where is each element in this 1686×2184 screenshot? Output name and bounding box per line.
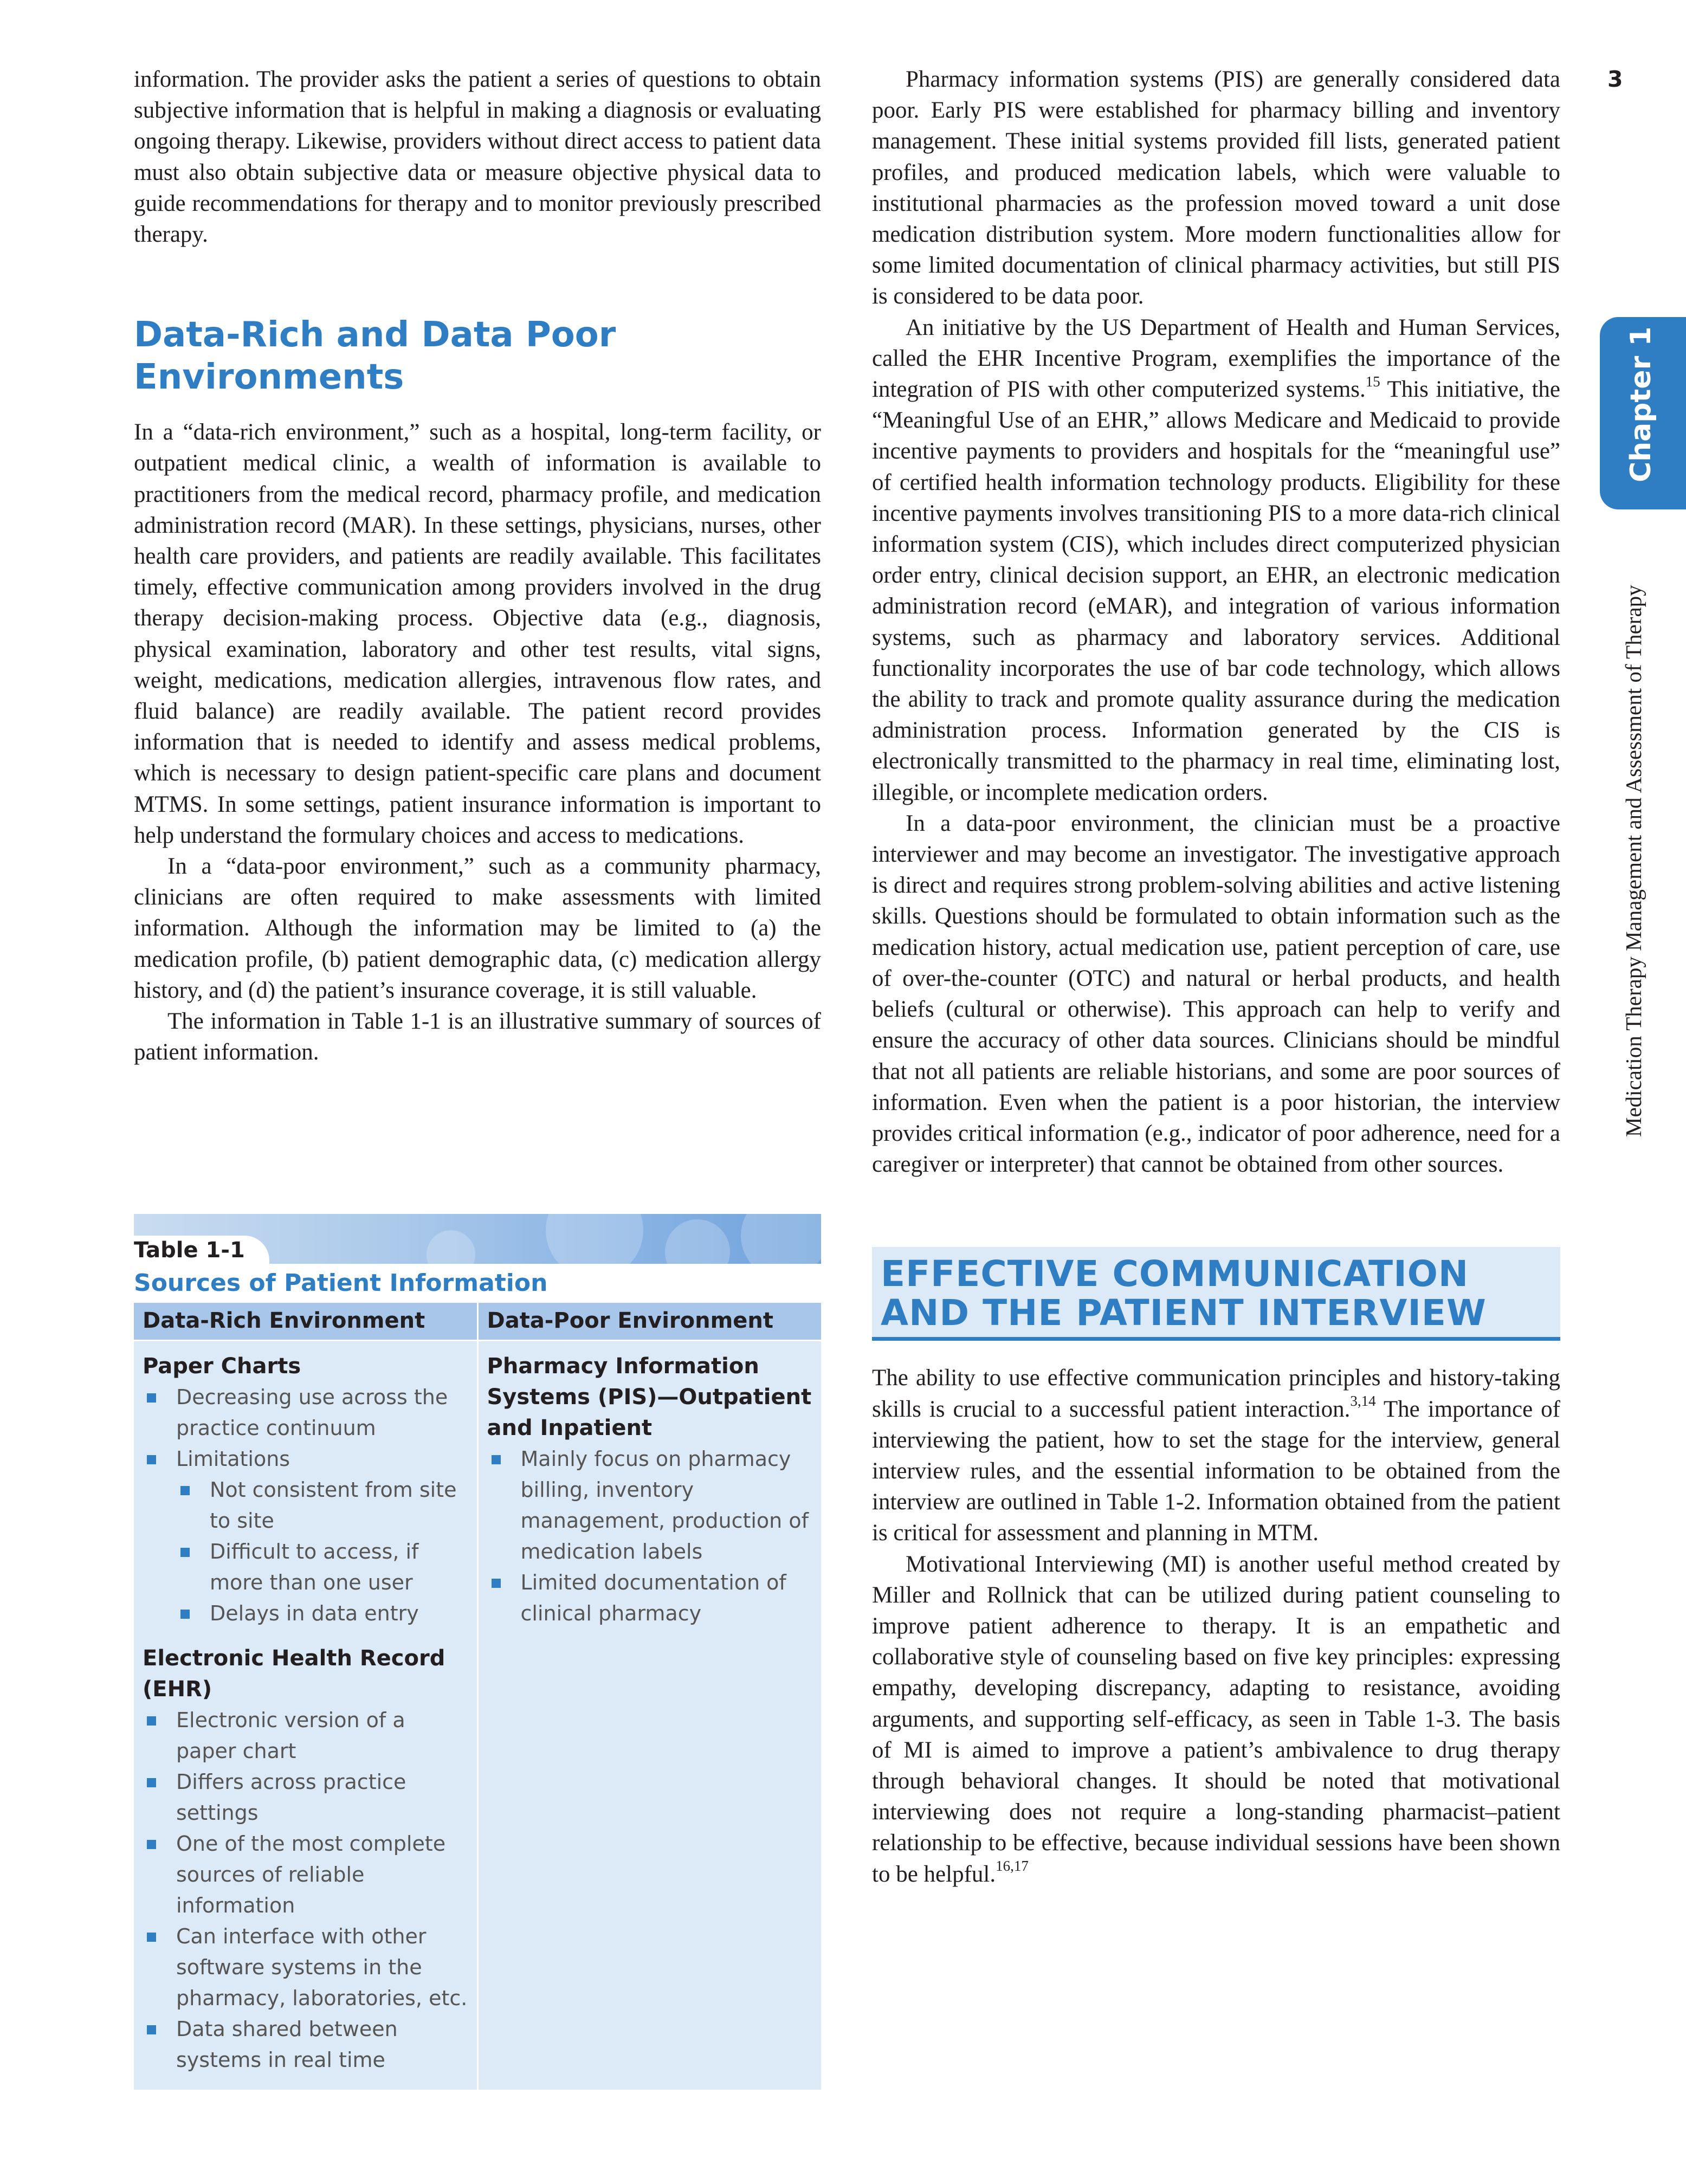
cell-data-rich [134, 1341, 477, 2090]
data-poor-interview-paragraph: In a data-poor environment, the clinician must be a proactive interviewer and may become an investigator. The investigative approach is direct and requires strong problem-solving abilities and active listening skills. Questions should be formulated to obtain information such as the medication history, actual medication use, patient perception of care, use of over-the-counter (OTC) and natural or herbal products, and health beliefs (cultural or otherwise). This approach can help to verify and ensure the accuracy of other data sources. Clinicians should be mindful that not all patients are reliable historians, and some are poor sources of information. Even when the patient is a poor historian, the interview provides critical information (e.g., indicator of poor adherence, need for a caregiver or interpreter) that cannot be obtained from other sources. [872, 810, 1560, 1178]
list-item: Limited documentation of clinical pharmacy [487, 1567, 813, 1629]
list-item: Limitations Not consistent from site to site Difficult to access, if more than one user Delays in data entry [143, 1444, 468, 1629]
ehr-list [143, 1705, 468, 2076]
limitations-sublist [176, 1475, 468, 1629]
data-poor-paragraph: In a “data-poor environment,” such as a community pharmacy, clinicians are often required to make assessments with limited information. Although the information may be limited to (a) the medication profile, (b) patient demographic data, (c) medication allergy history, and (d) the patient’s insurance coverage, it is still valuable. [134, 854, 821, 1003]
bullet-square-icon [492, 1455, 501, 1464]
data-rich-paragraph: In a “data-rich environment,” such as a hospital, long-term facility, or outpatient medical clinic, a wealth of information is available to practitioners from the medical record, pharmacy profile, and medication administration record (MAR). In these settings, physicians, nurses, other health care providers, and patients are readily available. This facilitates timely, effective communication among providers involved in the drug therapy decision-making process. Objective data (e.g., diagnosis, physical examination, laboratory and other test results, vital signs, weight, medications, medication allergies, intravenous flow rates, and fluid balance) are readily available. The patient record provides information that is needed to identify and assess medical problems, which is necessary to design patient-specific care plans and document MTMS. In some settings, patient insurance information is important to help understand the formulary choices and access to medications. [134, 419, 821, 848]
ehr-heading: Electronic Health Record (EHR) [143, 1646, 445, 1702]
table-title: Sources of Patient Information [134, 1269, 548, 1297]
pis-list [487, 1444, 813, 1629]
column-header-data-poor: Data-Poor Environment [477, 1303, 821, 1341]
table-1-1 [134, 1214, 821, 2090]
cell-data-poor [477, 1341, 821, 2090]
paper-charts-heading: Paper Charts [143, 1354, 301, 1379]
ehr-incentive-paragraph: An initiative by the US Department of Health and Human Services, called the EHR Incentive Program, exemplifies the importance of the integration of PIS with other computerized systems.$^{15}$ This initiative, the “Meaningful Use of an EHR,” allows Medicare and Medicaid to provide incentive payments to providers and hospitals for the “meaningful use” of certified health information technology products. Eligibility for these incentive payments involves transitioning PIS to a more data-rich clinical information system (CIS), which includes direct computerized physician order entry, clinical decision support, an EHR, an electronic medication administration record (eMAR), and integration of various information systems, such as pharmacy and laboratory services. Additional functionality incorporates the use of bar code technology, which allows the ability to track and promote quality assurance during the medication administration process. Information generated by the CIS is electronically transmitted to the pharmacy in real time, eliminating lost, illegible, or incomplete medication orders. [872, 314, 1560, 805]
bullet-square-icon [147, 1455, 156, 1464]
chapter-tab-label: Chapter 1 [1625, 326, 1657, 482]
list-item: Decreasing use across the practice continuum [143, 1382, 468, 1444]
citation-3-14: 3,14 [1350, 1393, 1376, 1410]
pis-heading: Pharmacy Information Systems (PIS)—Outpatient and Inpatient [487, 1354, 812, 1440]
list-item: One of the most complete sources of reliable information [143, 1828, 468, 1921]
citation-15: 15 [1365, 373, 1380, 390]
right-column [872, 64, 1560, 1890]
section-heading-data-rich: Data-Rich and Data Poor Environments [134, 315, 616, 398]
bullet-square-icon [180, 1610, 190, 1619]
page-number: 3 [1607, 66, 1623, 92]
list-item: Mainly focus on pharmacy billing, inventory management, production of medication labels [487, 1444, 813, 1567]
section-heading-effective-communication: EFFECTIVE COMMUNICATION AND THE PATIENT INTERVIEW [872, 1247, 1560, 1341]
paper-charts-list [143, 1382, 468, 1629]
intro-paragraph: information. The provider asks the patient a series of questions to obtain subjective information that is helpful in making a diagnosis or evaluating ongoing therapy. Likewise, providers without direct access to patient data must also obtain subjective data or measure objective physical data to guide recommendations for therapy and to monitor previously prescribed therapy. [134, 67, 821, 248]
list-item: Can interface with other software systems in the pharmacy, laboratories, etc. [143, 1921, 468, 2014]
bullet-square-icon [147, 1393, 156, 1403]
bullet-square-icon [147, 1716, 156, 1726]
left-column [134, 64, 821, 1068]
bullet-square-icon [147, 2025, 156, 2034]
running-head: Medication Therapy Management and Assessment of Therapy [1621, 585, 1646, 1137]
bullet-square-icon [180, 1548, 190, 1557]
bullet-square-icon [492, 1579, 501, 1588]
pis-paragraph: Pharmacy information systems (PIS) are generally considered data poor. Early PIS were established for pharmacy billing and inventory management. These initial systems provided fill lists, generated patient profiles, and produced medication labels, which were valuable to institutional pharmacies as the profession moved toward a unit dose medication distribution system. More modern functionalities allow for some limited documentation of clinical pharmacy activities, but still PIS is considered to be data poor. [872, 67, 1560, 309]
sublist-item: Difficult to access, if more than one user [176, 1536, 468, 1598]
motivational-interviewing-paragraph: Motivational Interviewing (MI) is another useful method created by Miller and Rollnick that can be utilized during patient counseling to improve patient adherence to therapy. It is an empathetic and collaborative style of counseling based on five key principles: expressing empathy, developing discrepancy, adapting to resistance, avoiding arguments, and supporting self-efficacy, as seen in Table 1-3. The basis of MI is aimed to improve a patient’s ambivalence to drug therapy through behavioral changes. It should be noted that motivational interviewing does not require a long-standing pharmacist–patient relationship to be effective, because individual sessions have been shown to be helpful.$^{16,17}$ [872, 1551, 1560, 1887]
bullet-square-icon [180, 1486, 190, 1495]
table-label: Table 1-1 [134, 1238, 245, 1263]
citation-16-17: 16,17 [996, 1858, 1029, 1875]
bullet-square-icon [147, 1840, 156, 1849]
bullet-square-icon [147, 1933, 156, 1942]
sublist-item: Delays in data entry [176, 1598, 468, 1629]
column-header-data-rich: Data-Rich Environment [134, 1303, 477, 1341]
sublist-item: Not consistent from site to site [176, 1475, 468, 1536]
list-item: Differs across practice settings [143, 1767, 468, 1828]
list-item: Electronic version of a paper chart [143, 1705, 468, 1767]
bullet-square-icon [147, 1778, 156, 1787]
table-reference-paragraph: The information in Table 1-1 is an illustrative summary of sources of patient information. [134, 1009, 821, 1065]
communication-paragraph: The ability to use effective communication principles and history-taking skills is crucial to a successful patient interaction.$^{3,14}$ The importance of interviewing the patient, how to set the stage for the interview, general interview rules, and the essential information to be obtained from the interview are outlined in Table 1-2. Information obtained from the patient is critical for assessment and planning in MTM. [872, 1365, 1560, 1546]
list-item: Data shared between systems in real time [143, 2014, 468, 2076]
sources-table [134, 1303, 821, 2090]
table-header-band [134, 1214, 821, 1264]
